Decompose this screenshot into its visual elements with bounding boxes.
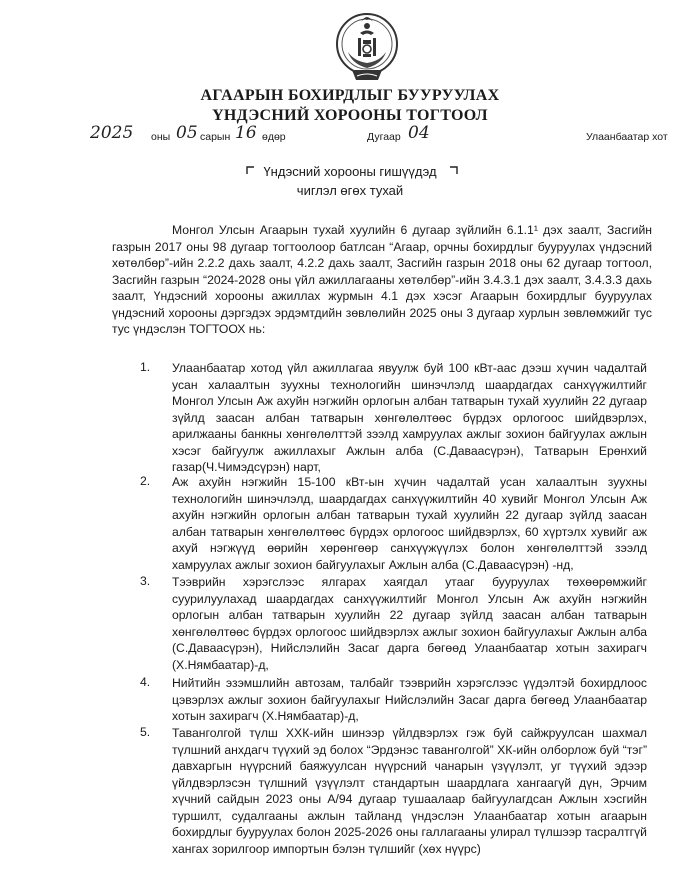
item-number: 1. [140, 360, 151, 374]
item-number: 3. [140, 574, 151, 588]
year-handwritten: 2025 [90, 123, 134, 143]
place-label: Улаанбаатар хот [586, 131, 668, 143]
list-item: Таванголгой түлш ХХК-ийн шинээр үйлдвэрлэх гэж буй сайжруулсан шахмал түлшний анхдагч түүхий эд болох “Эрдэнэс таванголгой” ХК-ийн олборлож буй “тэг” давхаргын нүүрсний баяжуулсан нүүрсний чанарын үзүүлэлт, уг түүхий эдээр үйлдвэрлэсэн түлшний үзүүлэлт стандартын шаардлага хангаагүй дүн, Эрчим хүчний сайдын 2023 оны А/94 дугаар тушаалаар байгуулагдсан Ажлын хэсгийн туршилт, судалгааны ажлын тайланд үндэслэн Улаанбаатар хотын агаарын бохирдлыг бууруулах болон 2025-2026 оны галлагааны улирал түлшээр тасралтгүй хангах зорилгоор импортын бэлэн түлшийг (хөх нүүрс) [172, 726, 647, 856]
subject-line1: Үндэсний хорооны гишүүдэд [263, 164, 437, 179]
item-number: 2. [140, 474, 151, 488]
number-label: Дугаар [367, 131, 401, 143]
state-emblem [334, 6, 400, 84]
month-suffix: сарын [200, 131, 231, 143]
number-handwritten: 04 [408, 123, 430, 143]
day-handwritten: 16 [235, 123, 257, 143]
day-suffix: өдөр [262, 131, 286, 143]
list-item: Аж ахуйн нэгжийн 15-100 кВт-ын хүчин чадалтай усан халаалтын зуухны технологийн шинэчлэлд, шаардагдах санхүүжилтийн 40 хувийг Монгол Улсын Аж ахуйн нэгжийн орлогын албан татварын тухай хуулийн 22 дугаар зүйлд заасан албан татварын хөнгөлөлтөөс бүрдэх орлогоос шийдвэрлэх, 60 хүртэлх хувийг аж ахуй нэгжүүд өөрийн хөрөнгөөр санхүүжүүлэх болон хөнгөлөлттэй зээлд хамруулах ажлыг зохион байгуулахыг Ажлын алба (С.Даваасүрэн) -нд, [172, 475, 647, 572]
preamble-paragraph: Монгол Улсын Агаарын тухай хуулийн 6 дугаар зүйлийн 6.1.1¹ дэх заалт, Засгийн газрын 2017 оны 98 дугаар тогтоолоор батлсан “Агаар, орчны бохирдлыг бууруулах үндэсний хөтөлбөр”-ийн 2.2.2 дахь заалт, 4.2.2 дахь заалт, Засгийн газрын 2018 оны 62 дугаар тогтоол, Засгийн газрын “2024-2028 оны үйл ажиллагааны хөтөлбөр”-ийн 3.4.3.1 дэх заалт, 3.4.3.3 дахь заалт, Үндэсний хорооны ажиллах журмын 4.1 дэх хэсэг Агаарын бохирдлыг бууруулах үндэсний хорооны дэргэдэх эрдэмтдийн зөвлөлийн 2025 оны 3 дугаар хурлын зөвлөмжийг тус тус үндэслэн ТОГТООХ нь: [112, 223, 652, 336]
document-title-line1: АГААРЫН БОХИРДЛЫГ БУУРУУЛАХ [200, 87, 500, 104]
list-item: Тээврийн хэрэгслээс ялгарах хаягдал утааг бууруулах төхөөрөмжийг суурилуулахад шаардагдах санхүүжилтийг Монгол Улсын Аж ахуйн нэгжийн орлогын албан татварын хуулийн 22 дугаар зүйлд заасан албан татварын хөнгөлөлтөөс бүрдэх орлогоос шийдвэрлэх ажлыг зохион байгуулахыг Ажлын алба (С.Даваасүрэн), Нийслэлийн Засаг дарга бөгөөд Улаанбаатар хотын захирагч (Х.Нямбаатар)-д, [172, 575, 647, 672]
list-item: Нийтийн эзэмшлийн автозам, талбайг тээврийн хэрэгслээс үүдэлтэй бохирдлоос цэвэрлэх ажлыг зохион байгуулахыг Нийслэлийн Засаг дарга бөгөөд Улаанбаатар хотын захирагч (Х.Нямбаатар)-д, [172, 676, 647, 723]
year-suffix: оны [151, 131, 171, 143]
item-number: 5. [140, 725, 151, 739]
document-title-line2: ҮНДЭСНИЙ ХОРООНЫ ТОГТООЛ [212, 107, 488, 124]
subject-line2: чиглэл өгөх тухай [296, 183, 404, 198]
month-handwritten: 05 [176, 123, 198, 143]
list-item: Улаанбаатар хотод үйл ажиллагаа явуулж буй 100 кВт-аас дээш хүчин чадалтай усан халаалтын зуухны технологийн шинэчлэлд шаардагдах санхүүжилтийг Монгол Улсын Аж ахуйн нэгжийн орлогын албан татварын тухай хуулийн 22 дугаар зүйлд заасан албан татварын хөнгөлөлтөөс бүрдэх орлогоос шийдвэрлэх, арилжааны банкны хөнгөлөлттэй зээлд хамруулах ажлыг зохион байгуулах ажлын хэсэг байгуулж ажиллахыг Ажлын алба (С.Даваасүрэн), Татварын Ерөнхий газар(Ч.Чимэдсүрэн) нарт, [172, 361, 647, 474]
item-number: 4. [140, 675, 151, 689]
